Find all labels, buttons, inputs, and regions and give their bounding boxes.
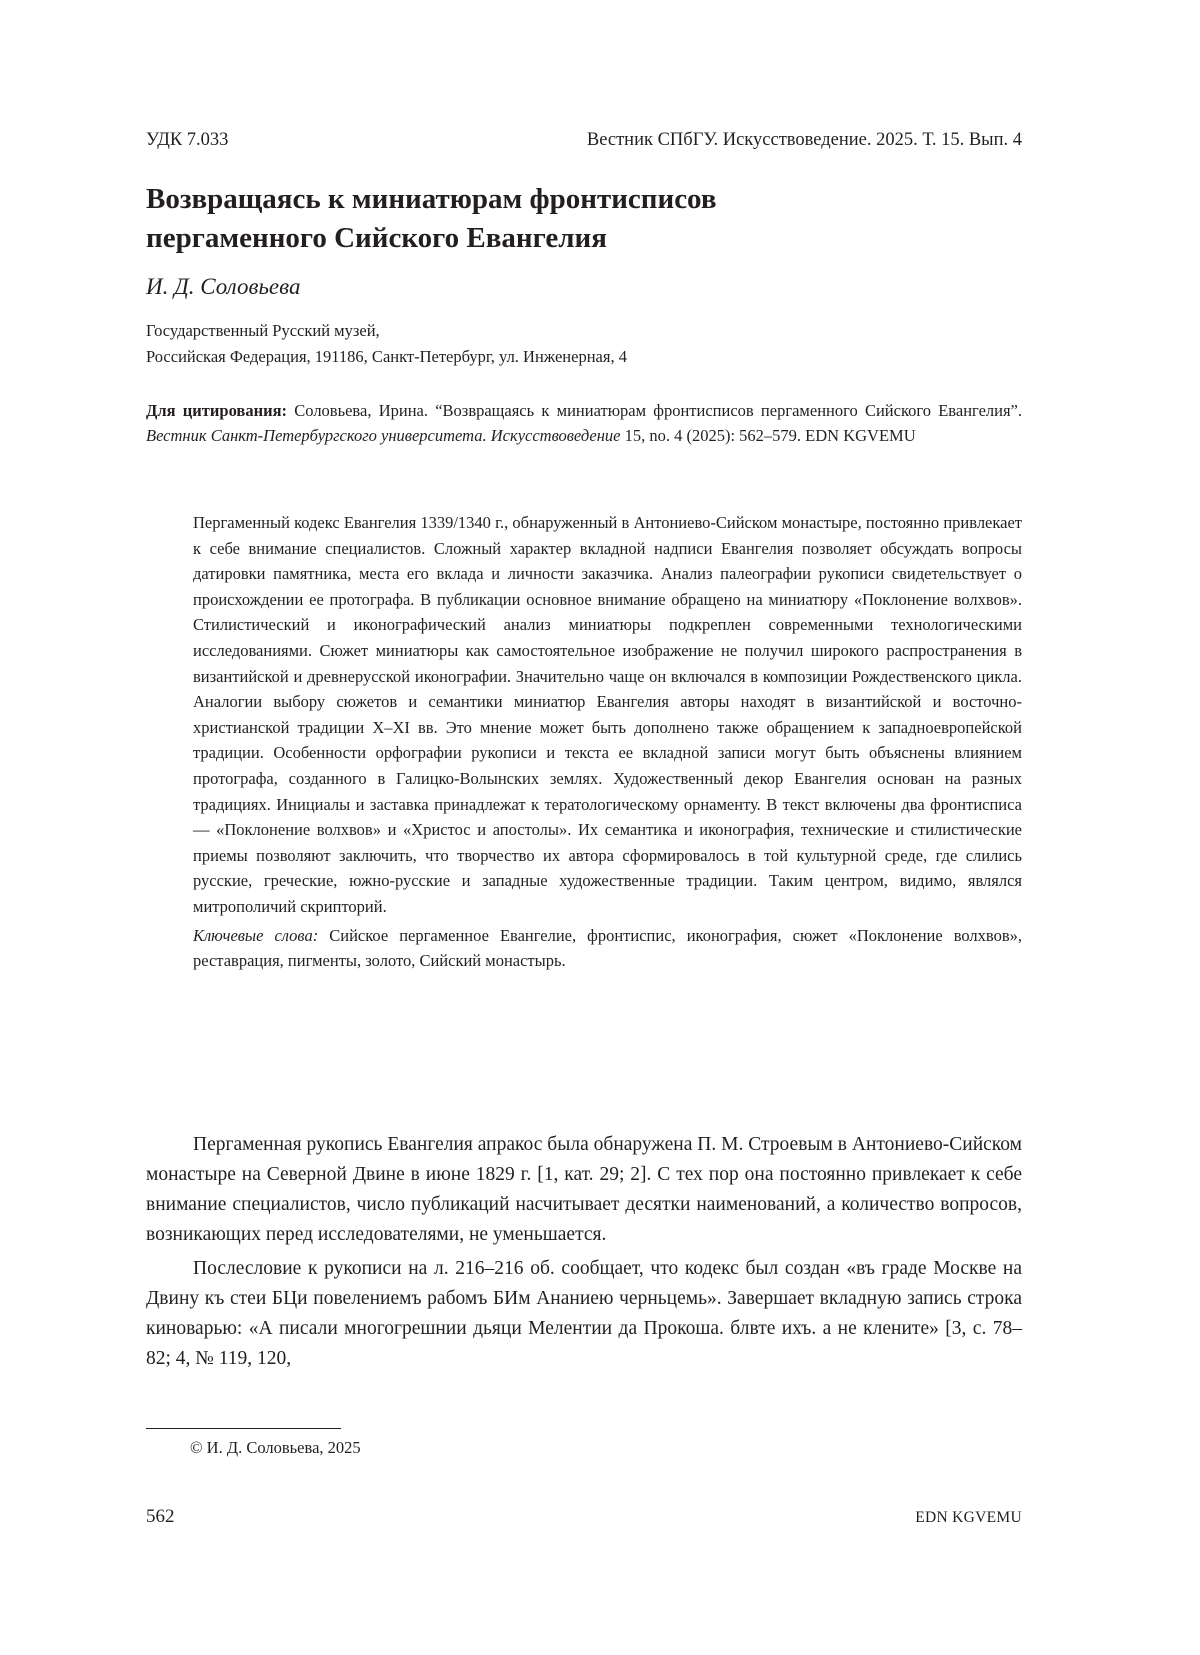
article-body [146, 1130, 1022, 1374]
journal-running-title: Вестник СПбГУ. Искусствоведение. 2025. Т. 15. Вып. 4 [586, 130, 1022, 150]
body-paragraph: Послесловие к рукописи на л. 216–216 об. сообщает, что кодекс был создан «въ граде Москве на Двину къ стеи БЦи повелениемъ рабомъ БИм Ананиею черньцемь». Завершает вкладную запись строка киноварью: «А писали многогрешнии дьяци Мелентии да Прокоша. блвте ихъ. а не клените» [3, с. 78–82; 4, № 119, 120, [146, 1258, 1022, 1369]
article-title-line-2: пергаменного Сийского Евангелия [146, 222, 607, 254]
page-number: 562 [146, 1506, 175, 1527]
article-title [146, 180, 1026, 258]
copyright-footnote: © И. Д. Соловьева, 2025 [190, 1438, 361, 1457]
keywords-label: Ключевые слова: [193, 925, 319, 945]
affiliation-line-2: Российская Федерация, 191186, Санкт-Петербург, ул. Инженерная, 4 [146, 347, 627, 366]
affiliation-line-1: Государственный Русский музей, [146, 321, 380, 340]
citation-text-before: Соловьева, Ирина. “Возвращаясь к миниатюрам фронтисписов пергаменного Сийского Евангелия”. [287, 401, 1022, 420]
abstract-text: Пергаменный кодекс Евангелия 1339/1340 г., обнаруженный в Антониево-Сийском монастыре, постоянно привлекает к себе внимание специалистов. Сложный характер вкладной надписи Евангелия позволяет обсуждать вопросы датировки памятника, места его вклада и личности заказчика. Анализ палеографии рукописи свидетельствует о происхождении ее протографа. В публикации основное внимание обращено на миниатюру «Поклонение волхвов». Стилистический и иконографический анализ миниатюры подкреплен современными технологическими исследованиями. Сюжет миниатюры как самостоятельное изображение не получил широкого распространения в византийской и древнерусской иконографии. Значительно чаще он включался в композиции Рождественского цикла. Аналогии выбору сюжетов и семантики миниатюр Евангелия авторы находят в византийской и восточно-христианской традиции X–XI вв. Это мнение может быть дополнено также обращением к западноевропейской традиции. Особенности орфографии рукописи и текста ее вкладной записи могут быть объяснены влиянием протографа, созданного в Галицко-Волынских землях. Художественный декор Евангелия основан на разных традициях. Инициалы и заставка принадлежат к тератологическому орнаменту. В текст включены два фронтисписа — «Поклонение волхвов» и «Христос и апостолы». Их семантика и иконография, технические и стилистические приемы позволяют заключить, что творчество их автора сформировалось в той культурной среде, где слились русские, греческие, южно-русские и западные художественные традиции. Таким центром, видимо, являлся митрополичий скрипторий. [193, 513, 1022, 916]
running-header [146, 130, 1022, 151]
keywords-text: Сийское пергаменное Евангелие, фронтиспис, иконография, сюжет «Поклонение волхвов», реставрация, пигменты, золото, Сийский монастырь. [193, 925, 1022, 971]
citation-text-after: 15, no. 4 (2025): 562–579. EDN KGVEMU [620, 426, 916, 445]
body-paragraph: Пергаменная рукопись Евангелия апракос была обнаружена П. М. Строевым в Антониево-Сийском монастыре на Северной Двине в июне 1829 г. [1, кат. 29; 2]. С тех пор она постоянно привлекает к себе внимание специалистов, число публикаций насчитывает десятки наименований, а количество вопросов, возникающих перед исследователями, не уменьшается. [146, 1134, 1022, 1245]
keywords [193, 923, 1022, 974]
article-title-line-1: Возвращаясь к миниатюрам фронтисписов [146, 183, 717, 215]
footnote-divider [146, 1428, 341, 1429]
citation-block [146, 398, 1022, 448]
citation-journal-name: Вестник Санкт-Петербургского университета. Искусствоведение [146, 426, 621, 445]
author-name: И. Д. Соловьева [146, 274, 301, 299]
udc-code: УДК 7.033 [146, 130, 229, 150]
edn-code: EDN KGVEMU [915, 1509, 1022, 1526]
citation-label: Для цитирования: [146, 401, 288, 420]
author-affiliation [146, 318, 627, 370]
abstract-block [193, 510, 1022, 974]
page-footer [146, 1506, 1022, 1528]
